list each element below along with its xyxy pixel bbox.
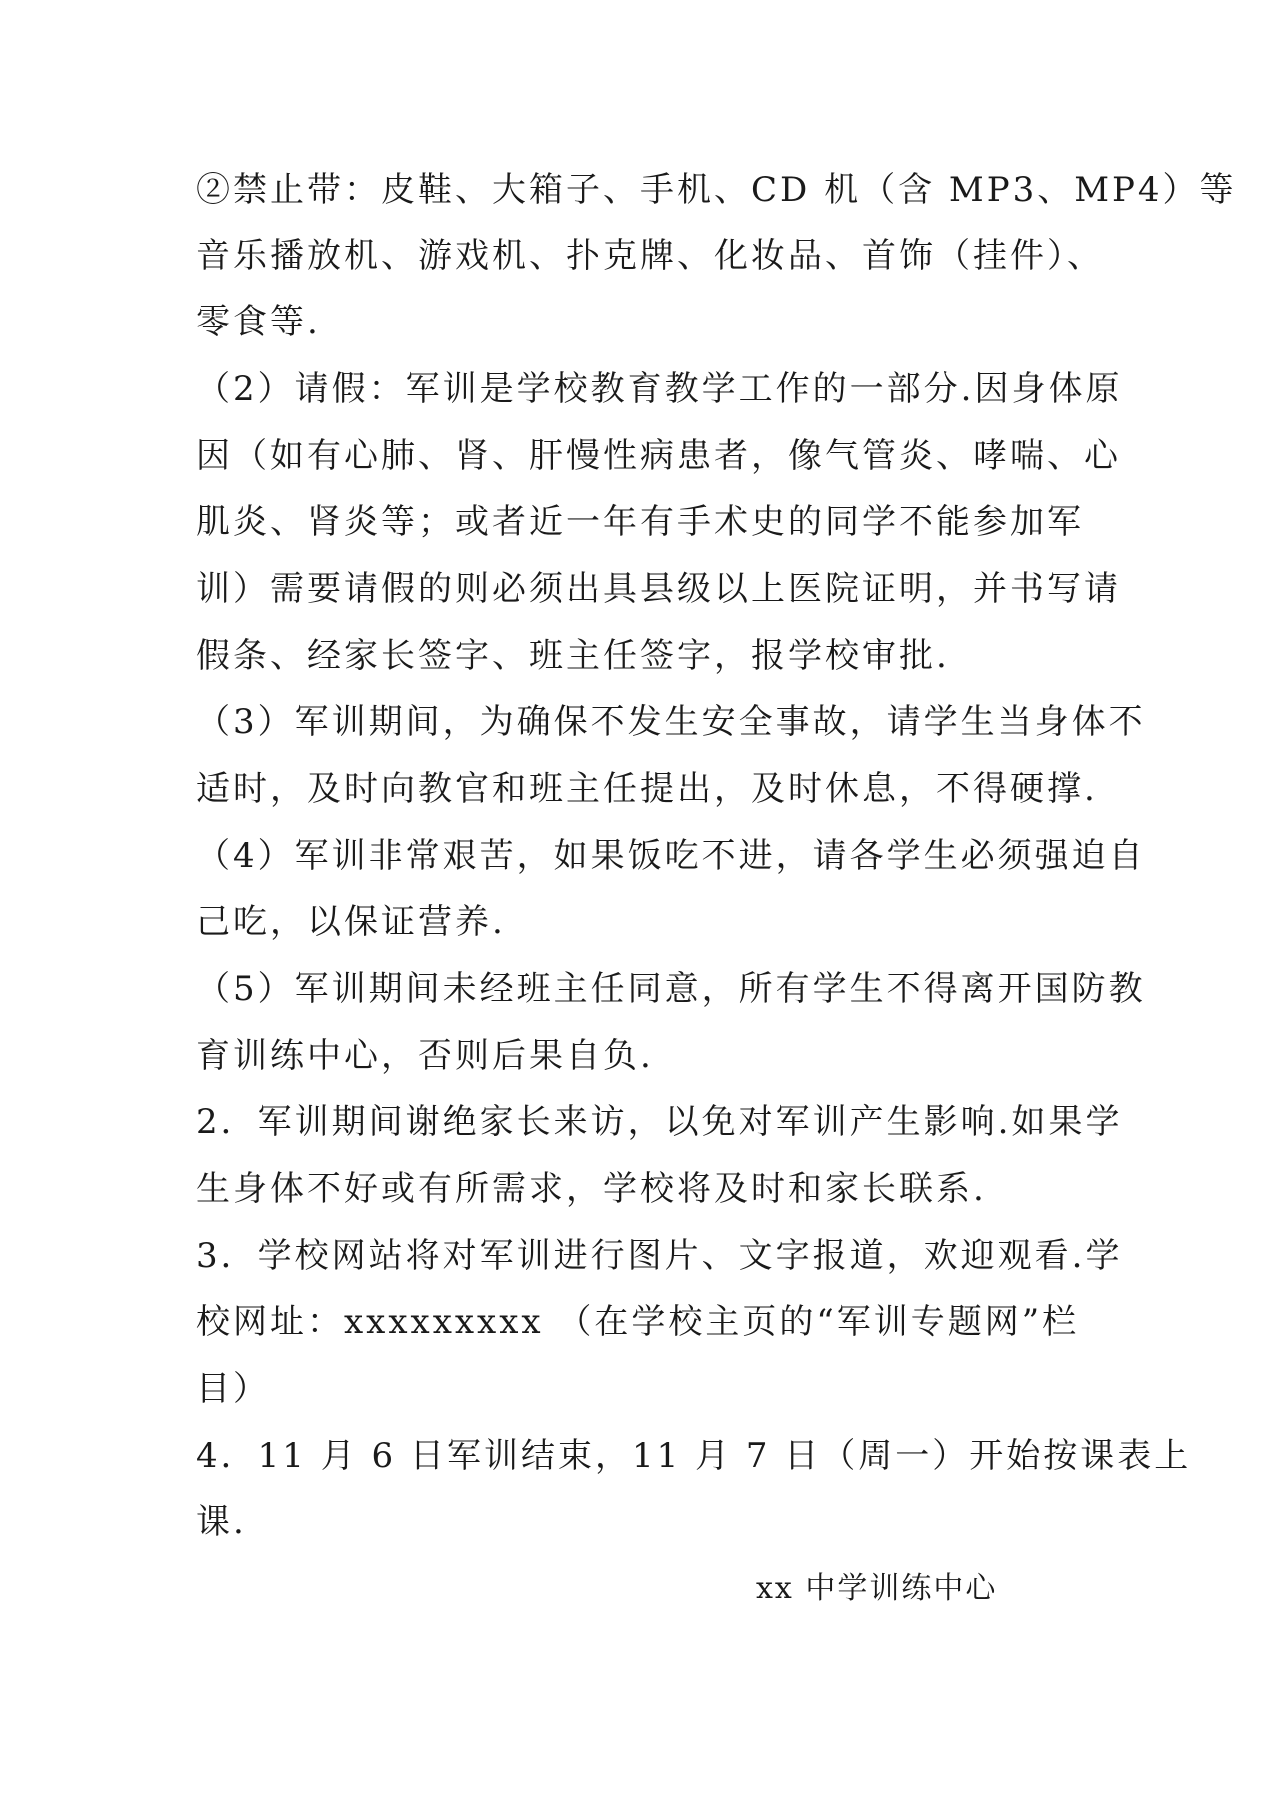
text-line: 2．军训期间谢绝家长来访，以免对军训产生影响.如果学 (196, 1102, 1123, 1142)
text-line: 生身体不好或有所需求，学校将及时和家长联系. (196, 1169, 987, 1209)
text-line: ②禁止带：皮鞋、大箱子、手机、CD 机（含 MP3、MP4）等 (196, 170, 1237, 210)
text-line: 校网址：xxxxxxxxx （在学校主页的“军训专题网”栏 (196, 1302, 1080, 1342)
text-line: 假条、经家长签字、班主任签字，报学校审批. (196, 636, 950, 676)
text-line: 3．学校网站将对军训进行图片、文字报道，欢迎观看.学 (196, 1236, 1123, 1276)
text-line: 训）需要请假的则必须出具县级以上医院证明，并书写请 (196, 569, 1121, 609)
text-line: 因（如有心肺、肾、肝慢性病患者，像气管炎、哮喘、心 (196, 436, 1121, 476)
text-line: 4．11 月 6 日军训结束，11 月 7 日（周一）开始按课表上 (196, 1436, 1192, 1476)
text-line: 零食等. (196, 302, 321, 342)
text-line: 目） (196, 1369, 270, 1409)
text-line: （3）军训期间，为确保不发生安全事故，请学生当身体不 (196, 702, 1146, 742)
text-line: （4）军训非常艰苦，如果饭吃不进，请各学生必须强迫自 (196, 836, 1146, 876)
text-line: 肌炎、肾炎等；或者近一年有手术史的同学不能参加军 (196, 502, 1084, 542)
text-line: 适时，及时向教官和班主任提出，及时休息，不得硬撑. (196, 769, 1098, 809)
text-line: 音乐播放机、游戏机、扑克牌、化妆品、首饰（挂件）、 (196, 236, 1104, 276)
text-line: 课. (196, 1502, 247, 1542)
text-line: 育训练中心，否则后果自负. (196, 1036, 654, 1076)
signature: xx 中学训练中心 (756, 1571, 998, 1606)
text-line: 己吃，以保证营养. (196, 902, 506, 942)
text-line: （2）请假：军训是学校教育教学工作的一部分.因身体原 (196, 369, 1123, 409)
text-line: （5）军训期间未经班主任同意，所有学生不得离开国防教 (196, 969, 1146, 1009)
